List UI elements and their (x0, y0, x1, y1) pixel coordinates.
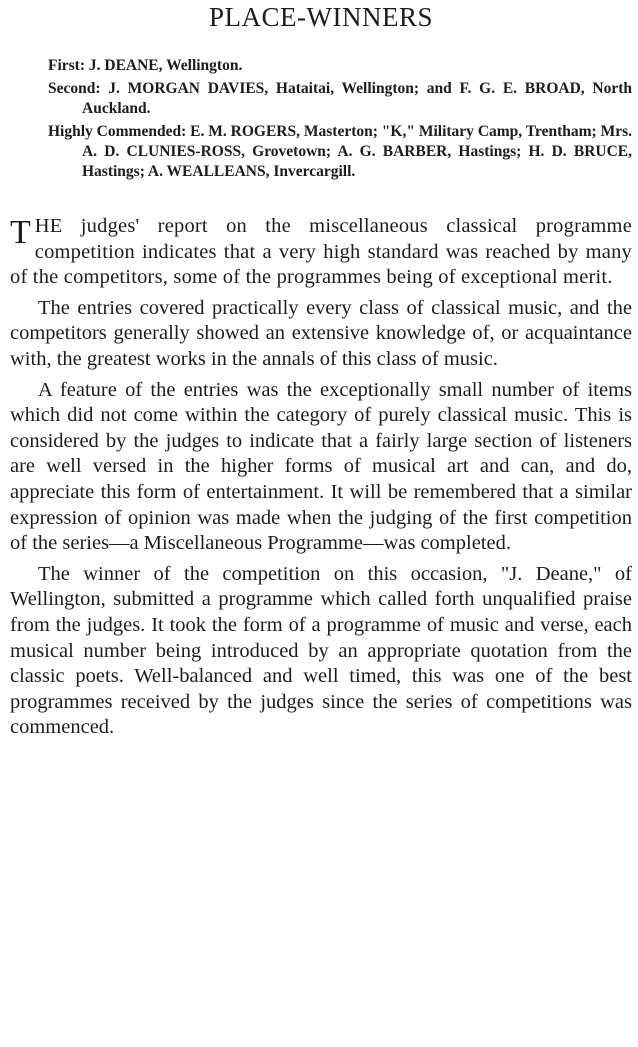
headline: PLACE-WINNERS (209, 2, 433, 32)
drop-cap: T (10, 214, 31, 251)
winner-second (48, 79, 632, 119)
article-paragraph-3: A feature of the entries was the exceptionally small number of items which did not come within the category of purely classical music. This is considered by the judges to indicate that a fairly large section of listeners are well versed in the higher forms of musical art and can, and do, appreciate this form of entertainment. It will be remembered that a similar expression of opinion was made when the judging of the first competition of the series—a Miscellaneous Programme—was completed. (10, 378, 632, 555)
winner-text: J. DEANE, Wellington. (88, 57, 243, 74)
article-paragraph-2: The entries covered practically every class of classical music, and the competitors generally showed an extensive knowledge of, or acquaintance with, the greatest works in the annals of this class of music. (10, 296, 632, 370)
winners-list (48, 56, 632, 182)
winner-label: Second: (48, 80, 101, 97)
winner-text: J. MORGAN DAVIES, Hataitai, Wellington; and F. G. E. BROAD, North Auckland. (82, 80, 632, 117)
winner-highly-commended (48, 122, 632, 182)
winner-label: First: (48, 57, 86, 74)
winner-first (48, 56, 632, 76)
article-paragraph-4: The winner of the competition on this occasion, "J. Deane," of Wellington, submitted a programme which called forth unqualified praise from the judges. It took the form of a programme of music and verse, each musical number being introduced by an appropriate quotation from the classic poets. Well-balanced and well timed, this was one of the best programmes received by the judges since the series of competitions was commenced. (10, 562, 632, 739)
winner-text: E. M. ROGERS, Masterton; "K," Military Camp, Trentham; Mrs. A. D. CLUNIES-ROSS, Grovetown; A. G. BARBER, Hastings; H. D. BRUCE, Hastings; A. WEALLEANS, Invercargill. (82, 123, 632, 180)
article-body (10, 214, 632, 741)
winner-label: Highly Commended: (48, 123, 187, 140)
paragraph-text: HE judges' report on the miscellaneous classical programme competition indicates that a very high standard was reached by many of the competitors, some of the programmes being of exceptional merit. (10, 215, 632, 289)
article-paragraph-1 (10, 214, 632, 291)
